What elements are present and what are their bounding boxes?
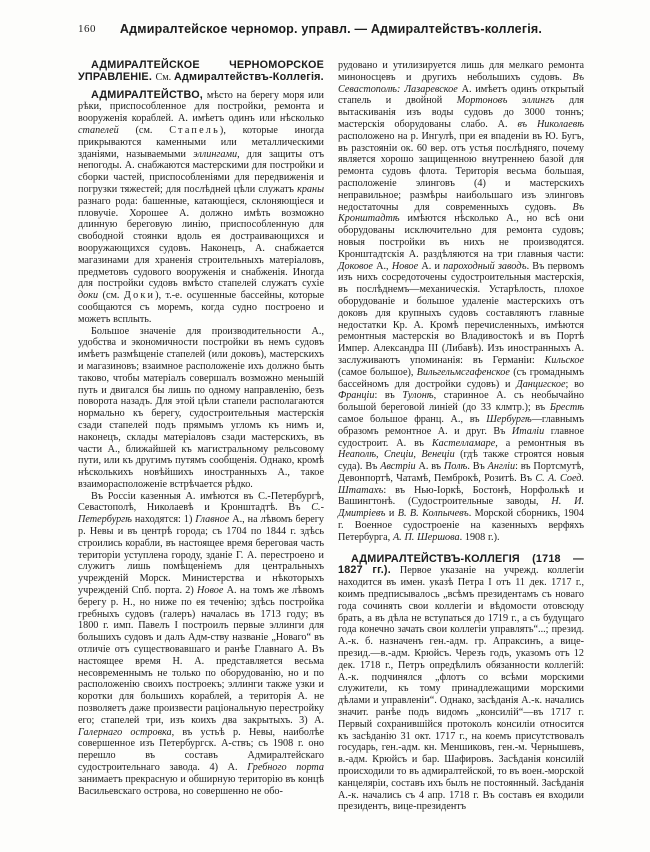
text-segment: Кастелламаре bbox=[431, 437, 496, 449]
text-segment: АДМИРАЛТЕЙСТВЪ-КОЛЛЕГІЯ (1718 — 1827 гг.). bbox=[338, 552, 584, 577]
text-segment: , старинное А. съ необычайно большой береговой линіей (до 33 клмтр.); въ bbox=[338, 390, 584, 414]
text-segment: , а ремонтныя въ bbox=[495, 437, 584, 449]
text-segment: Кильское bbox=[544, 354, 584, 366]
text-segment: краны bbox=[297, 183, 324, 195]
text-segment: (см. bbox=[118, 124, 170, 136]
text-segment: ; во bbox=[565, 378, 584, 390]
text-segment: Брестѣ bbox=[549, 402, 584, 414]
text-segment: главное судостроит. А. въ bbox=[338, 425, 584, 449]
text-segment: мѣсто на берегу моря или рѣки, приспособленное для постройки, ремонта и вооруженія кораблей. А. имѣетъ одинъ или нѣсколько bbox=[78, 89, 324, 125]
text-segment: См. bbox=[155, 71, 174, 83]
text-segment: занимаетъ прекрасную и обширную територію въ концѣ Васильевскаго острова, но совершенно не обо- bbox=[78, 773, 324, 797]
text-segment: , въ устьѣ р. Невы, наиболѣе совершенное изъ Петербургск. А-ствъ; съ 1908 г. оно перешло въ составъ Адмиралтейскаго судостроительнаго завода. 4) А. bbox=[78, 726, 324, 774]
text-segment: А. имѣетъ одинъ открытый стапель и двойной bbox=[338, 83, 584, 107]
text-segment: Главное bbox=[195, 514, 230, 526]
text-segment: Тулонѣ bbox=[402, 390, 434, 402]
text-segment: расположено на р. Ингулѣ, при ея впаденіи въ Ю. Бугъ, въ разстояніи ок. 60 вер. отъ устья послѣдняго, почему является хорошо защищенною внутреннею базой для ремонта судовъ флота. Територія весьма большая, расположеніе элинговъ (4) и мастерскихъ неправильное; размѣры наибольшаго изъ элинговъ недостаточны для современныхъ судовъ. bbox=[338, 130, 584, 213]
text-segment: Н. И. Дмитріевъ bbox=[338, 496, 585, 520]
text-segment: Мортоновъ эллингъ bbox=[456, 95, 555, 107]
text-segment: . Въ bbox=[467, 461, 488, 473]
text-segment: Гребного порта bbox=[247, 762, 324, 774]
text-segment: АДМИРАЛТЕЙСКОЕ ЧЕРНОМОРСКОЕ УПРАВЛЕНІЕ. bbox=[78, 59, 324, 83]
right-column bbox=[338, 60, 584, 813]
left-column bbox=[78, 60, 324, 797]
text-segment: . Въ первомъ изъ нихъ сосредоточены судостроительныя мастерскія, въ послѣднемъ—механическія. Устарѣлость, плохое оборудованіе и большое удаленіе мастерскихъ отъ доковъ для крупныхъ судовъ составляютъ главные недостатки Кр. А. Кромѣ перечисленныхъ, имѣются ремонтныя мастерскія во Владивостокѣ и въ Портѣ Импер. Александра III (Либавѣ). Изъ иностранныхъ А. заслуживаютъ упоминанія: въ Германіи: bbox=[338, 260, 584, 366]
text-segment: Италіи bbox=[511, 425, 545, 437]
text-segment: Въ Кронштадтѣ bbox=[338, 201, 584, 225]
article-admiralteystvo-paragraph-3 bbox=[78, 491, 324, 798]
text-segment: АДМИРАЛТЕЙСТВО, bbox=[91, 88, 204, 101]
text-segment: Неаполѣ, Спеціи, Венеціи bbox=[338, 449, 455, 461]
text-segment: Новое bbox=[197, 585, 224, 597]
text-segment: С.-Петербургѣ bbox=[78, 502, 324, 526]
text-segment: Данцигское bbox=[516, 378, 566, 390]
article-admiralteystv-kollegiya-paragraph-1 bbox=[338, 554, 584, 814]
text-segment: А. въ bbox=[415, 461, 444, 473]
text-segment: стапелей bbox=[78, 124, 119, 136]
text-segment: —главнымъ образомъ ремонтное А. и друг. Въ bbox=[338, 413, 584, 437]
text-segment: ), которые иногда прикрываются каменными или металлическими зданіями, называемыми bbox=[78, 124, 324, 160]
text-segment: имѣются нѣсколько А., но всѣ они оборудованы исключительно для ремонта судовъ; новыя постройки въ нихъ не производятся. Кронштадтскія А. раздѣляются на три главныя части: bbox=[338, 213, 584, 260]
text-segment: Первое указаніе на учрежд. коллегіи находится въ имен. указѣ Петра I отъ 11 дек. 1717 г., коимъ предписывалось „всѣмъ президентамъ съ новаго года сочинять свои коллегіи и вѣдомости отовсюду брать, а въ дѣла не вступаться до 1719 г., а съ будущаго года конечно зачать свои коллегіи управлять“...; презид. А.-к. б. назначенъ ген.-адм. гр. Апраксинъ, а вице-презид.—в.-адм. Крюйсъ. Черезъ годъ, указомъ отъ 12 дек. 1718 г., Петръ опредѣлилъ обязанности коллегій: А.-к. подчинялся „флотъ со всѣми морскими служители, къ тому принадлежащими морскими дѣлами и управленіи“. Однако, засѣданія А.-к. начались значит. ранѣе подъ видомъ „консилій“—въ 1717 г. Первый сохранившійся протоколъ консиліи относится къ засѣданію 31 окт. 1717 г., на коемъ присутствовалъ государь, ген.-адм. кн. Меншиковъ, ген.-м. Чернышевъ, в.-адм. Крюйсъ и бар. Шафировъ. Засѣданія консилій происходили то въ адмиралтейской, то въ воен.-морской канцеляріи, составъ ихъ былъ не постоянный. Засѣданія А.-к. начались съ 4 апр. 1718 г. Въ составъ ея входили президентъ, вице-президентъ bbox=[338, 565, 584, 813]
text-segment: Новое bbox=[391, 260, 419, 272]
text-segment: Большое значеніе для производительности А., удобства и экономичности постройки въ немъ судовъ имѣетъ размѣщеніе стапелей (или доковъ), мастерскихъ и магазиновъ; взаимное расположеніе ихъ должно быть таково, чтобы матеріалъ совершалъ возможно меньшій путь и двигался бы лишь по одному направленію, безъ поворота назадъ. Для этой цѣли стапели располагаются нормально къ берегу, судостроительныя мастерскія сзади стапелей подъ прямымъ угломъ къ нимъ и, наконецъ, склады матеріаловъ сзади мастерскихъ, въ части А., ближайшей къ магистральному рельсовому пути, или къ другимъ путямъ сообщенія. Однако, кромѣ нѣсколькихъ новѣйшихъ иностранныхъ А., такое взаиморасположеніе встрѣчается рѣдко. bbox=[78, 325, 324, 490]
text-segment: Въ Россіи казенныя А. имѣются въ С.-Петербургѣ, Севастополѣ, Николаевѣ и Кронштадтѣ. Въ bbox=[78, 490, 324, 514]
text-segment: : въ Нью-Іоркѣ, Бостонѣ, Норфолькѣ и Вашингтонѣ. (Судостроительные заводы, bbox=[338, 484, 584, 508]
text-segment: Галернаго островка bbox=[78, 726, 172, 738]
text-segment: : въ bbox=[374, 390, 403, 402]
text-segment: А. и bbox=[418, 260, 444, 272]
text-segment: для вытаскиванія изъ воды судовъ до 3000 тоннъ; мастерскія оборудованы слабо. А. bbox=[338, 95, 584, 130]
text-segment: Шербургѣ bbox=[486, 413, 532, 425]
text-segment: . Морской сборникъ, 1904 г. Военное судостроеніе на казенныхъ верфяхъ Петербурга, bbox=[338, 508, 584, 543]
text-segment: В. В. Колпычевъ bbox=[397, 508, 469, 520]
text-segment: Адмиралтействъ-Коллегія. bbox=[173, 70, 324, 83]
text-segment: , для защиты отъ непогоды. А. снабжаются мастерскими для постройки и сборки частей, приспособленіями для передвиженія и погрузки тяжестей; для послѣдней цѣли служатъ bbox=[78, 148, 324, 195]
text-segment: А. на томъ же лѣвомъ берегу р. Н., но ниже по ея теченію; здѣсь постройка гребныхъ судовъ (галеръ) началась въ 1713 году; въ 1800 г. имп. Павелъ I построилъ первые эллинги для большихъ судовъ и далъ Адм-ству названіе „Новаго“ въ отличіе отъ существовавшаго и ранѣе Главнаго А. Въ настоящее время Н. А. представляется весьма несовременнымъ не только по оборудованію, но и по расположенію своихъ построекъ; эллинги также узки и коротки для большихъ кораблей, а територія А. не позволяетъ даже произвести раціональную перестройку его; стапелей три, изъ коихъ два закрытыхъ. 3) А. bbox=[78, 585, 324, 726]
text-segment: Англіи bbox=[487, 461, 516, 473]
text-segment: рудовано и утилизируется лишь для мелкаго ремонта миноносцевъ и другихъ небольшихъ судовъ. bbox=[338, 60, 584, 83]
text-segment: С. А. Соед. Штатахъ bbox=[338, 472, 584, 496]
text-segment: Австріи bbox=[380, 461, 416, 473]
text-segment: Въ Севастополѣ: Лазаревское bbox=[338, 71, 584, 95]
text-segment: . 1908 г.). bbox=[459, 531, 500, 543]
text-segment: пароходный заводъ bbox=[443, 260, 527, 272]
text-segment: (см. bbox=[98, 290, 124, 302]
text-segment: и bbox=[385, 508, 398, 520]
text-segment: Франціи bbox=[338, 390, 375, 402]
text-segment: А., bbox=[372, 260, 392, 272]
text-segment: доки bbox=[78, 290, 99, 302]
text-segment: Полѣ bbox=[443, 461, 468, 473]
article-admiralteyskoe-chernomorskoe-upravlenie bbox=[78, 60, 324, 84]
page-number: 160 bbox=[78, 23, 96, 35]
text-segment: А. П. Шершова bbox=[392, 531, 460, 543]
text-segment: самое большое франц. А., въ bbox=[338, 413, 487, 425]
text-segment: ), т.-е. осушенные бассейны, которые сообщаются съ моремъ, когда судно построено и можетъ всплыть. bbox=[78, 290, 325, 325]
article-admiralteystvo-paragraph-3-continued bbox=[338, 60, 584, 544]
text-segment: Доковое bbox=[338, 260, 373, 272]
text-segment: эллингами bbox=[193, 148, 238, 160]
text-segment: (самое большое), bbox=[338, 366, 417, 378]
text-segment: находятся: 1) bbox=[131, 514, 196, 526]
text-segment: А., на лѣвомъ берегу р. Невы и въ центрѣ города; съ 1704 по 1844 г. здѣсь строились корабли, въ настоящее время береговая часть територіи уступлена городу, зданіе Г. А. перестроено и служитъ лишь помѣщеніемъ для центральныхъ учрежденій Морск. Министерства и нѣкоторыхъ учрежденій Спб. порта. 2) bbox=[78, 514, 324, 597]
text-segment: въ Николаевѣ bbox=[517, 118, 585, 130]
article-admiralteystvo-paragraph-1 bbox=[78, 90, 324, 326]
article-admiralteystvo-paragraph-2 bbox=[78, 326, 324, 491]
text-segment: (съ громаднымъ бассейномъ для достройки судовъ) и bbox=[338, 366, 584, 390]
text-segment: Стапель bbox=[169, 124, 220, 136]
text-segment: Вильгельмсгафенское bbox=[416, 366, 510, 378]
running-title: Адмиралтейское черномор. управл. — Адмиралтействъ-коллегія. bbox=[119, 22, 543, 36]
text-segment: Доки bbox=[123, 290, 156, 302]
text-segment: разнаго рода: башенные, катающіеся, склоняющіеся и пловучіе. Хорошее А. должно имѣть возможно длинную береговую линію, приспособленную для свободной стоянки вдоль ея достраивающихся и вооружающихся судовъ. Наконецъ, А. снабжается магазинами для храненія строительныхъ матеріаловъ, предметовъ судового вооруженія и снабженія. Иногда для постройки судовъ вмѣсто стапелей служатъ сухіе bbox=[78, 195, 324, 290]
text-segment: (гдѣ также строятся новыя суда). Въ bbox=[338, 449, 584, 473]
running-head bbox=[78, 22, 584, 38]
text-columns bbox=[78, 60, 584, 813]
text-segment: : въ Портсмутѣ, Девонпортѣ, Чатамѣ, Пемброкѣ, Розитѣ. Въ bbox=[338, 461, 584, 484]
